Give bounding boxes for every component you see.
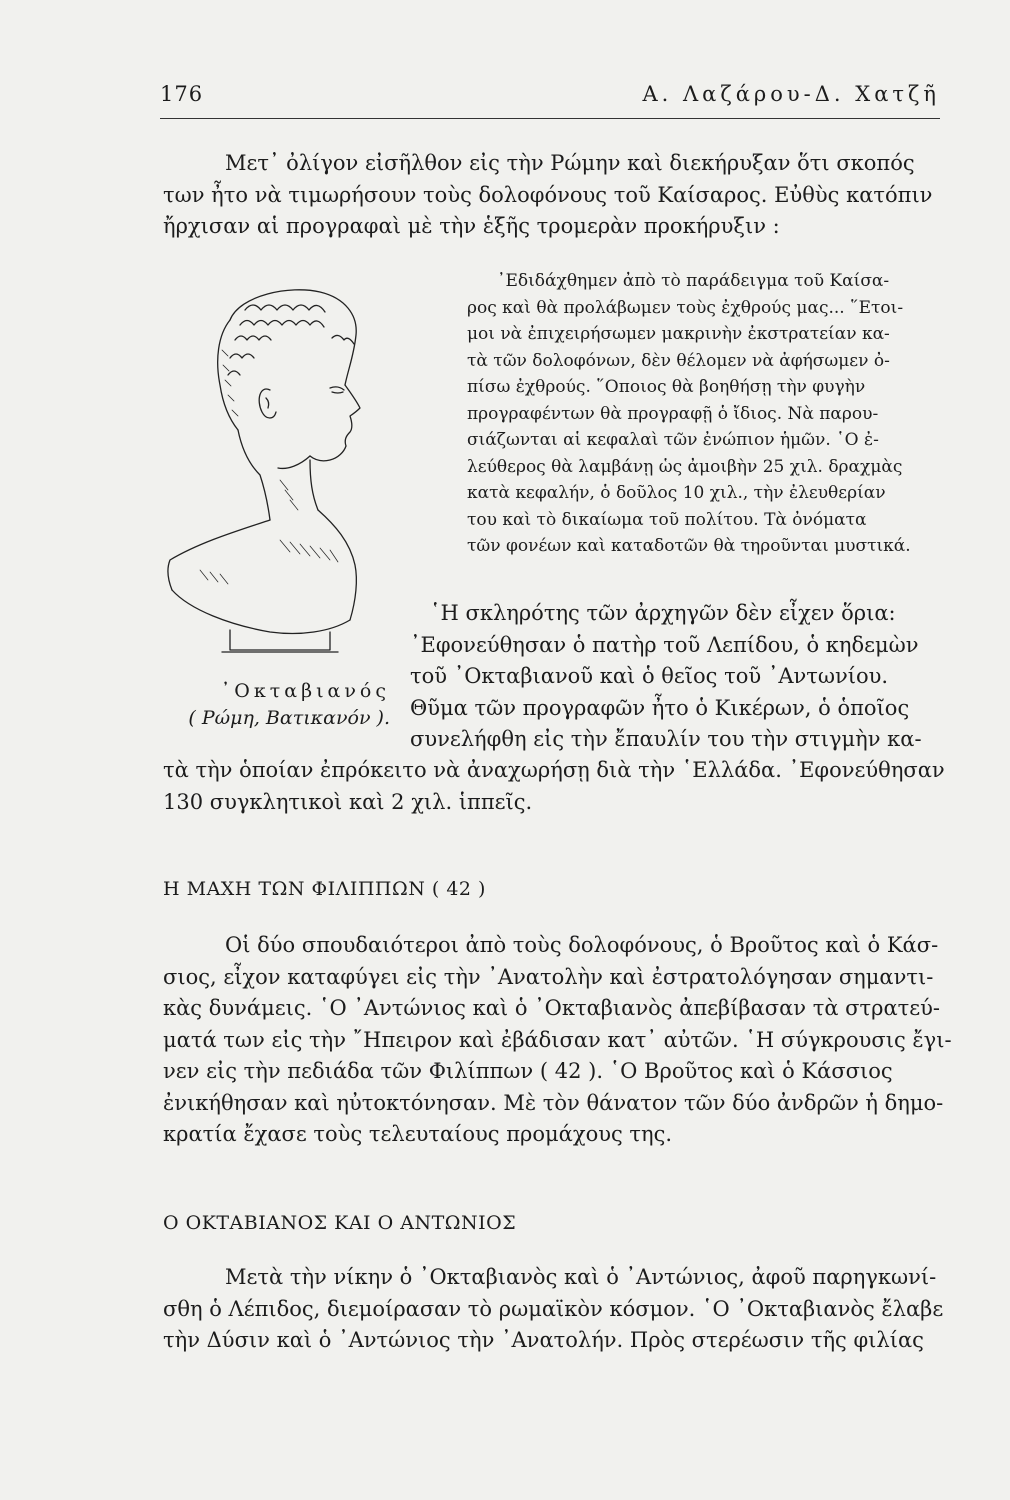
text-line: κὰς δυνάμεις. ῾Ο ᾽Αντώνιος καὶ ὁ ᾽Οκταβιανὸς ἀπεβίβασαν τὰ στρατεύ- [163,996,941,1020]
quote-line: πίσω ἐχθρούς. ῞Οποιος θὰ βοηθήσῃ τὴν φυγὴν [467,377,866,397]
text-line: ματά των εἰς τὴν ῎Ηπειρον καὶ ἐβάδισαν κατ᾽ αὐτῶν. ῾Η σύγκρουσις ἔγι- [163,1027,952,1052]
section-heading-philippi: Η ΜΑΧΗ ΤΩΝ ΦΙΛΙΠΠΩΝ ( 42 ) [163,878,486,900]
running-head: Α. Λαζάρου-Δ. Χατζῆ [642,82,940,106]
text-line: κρατία ἔχασε τοὺς τελευταίους προμάχους της. [163,1122,673,1146]
text-line: τοῦ ᾽Οκταβιανοῦ καὶ ὁ θεῖος τοῦ ᾽Αντωνίου. [410,664,889,688]
caption-name: ᾽Οκταβιανός [220,680,390,702]
text-line: Θῦμα τῶν προγραφῶν ἦτο ὁ Κικέρων, ὁ ὁποῖος [410,695,910,720]
paragraph-octavian-antony [163,1262,944,1357]
proclamation-quote [467,268,937,560]
quote-line: κατὰ κεφαλήν, ὁ δοῦλος 10 χιλ., τὴν ἐλευθερίαν [467,483,886,503]
quote-line: μοι νὰ ἐπιχειρήσωμεν μακρινὴν ἐκστρατείαν κα- [467,324,890,344]
paragraph-cruelty-right [410,598,938,756]
section-heading-octavian-antony: Ο ΟΚΤΑΒΙΑΝΟΣ ΚΑΙ Ο ΑΝΤΩΝΙΟΣ [163,1212,517,1234]
page-header [160,78,940,118]
paragraph-cruelty-full [163,755,945,818]
text-line: Οἱ δύο σπουδαιότεροι ἀπὸ τοὺς δολοφόνους, ὁ Βροῦτος καὶ ὁ Κάσ- [225,933,939,957]
caption-place: ( Ρώμη, Βατικανόν ). [188,707,390,729]
text-line: 130 συγκλητικοὶ καὶ 2 χιλ. ἱππεῖς. [163,789,533,814]
text-line: των ἦτο νὰ τιμωρήσουν τοὺς δολοφόνους τοῦ Καίσαρος. Εὐθὺς κατόπιν [163,182,933,207]
quote-line: του καὶ τὸ δικαίωμα τοῦ πολίτου. Τὰ ὀνόματα [467,509,867,530]
text-line: τὰ τὴν ὁποίαν ἐπρόκειτο νὰ ἀναχωρήσῃ διὰ τὴν ῾Ελλάδα. ᾽Εφονεύθησαν [163,758,945,782]
text-line: σιος, εἶχον καταφύγει εἰς τὴν ᾽Ανατολὴν καὶ ἐστρατολόγησαν σημαντι- [163,964,934,989]
quote-line: λεύθερος θὰ λαμβάνῃ ὡς ἀμοιβὴν 25 χιλ. δραχμὰς [467,456,903,477]
octavian-bust-illustration [160,280,400,670]
quote-line: ρος καὶ θὰ προλάβωμεν τοὺς ἐχθρούς μας... ῞Ετοι- [467,297,904,318]
text-line: σθη ὁ Λέπιδος, διεμοίρασαν τὸ ρωμαϊκὸν κόσμον. ῾Ο ᾽Οκταβιανὸς ἔλαβε [163,1296,944,1321]
quote-line: τὰ τῶν δολοφόνων, δὲν θέλομεν νὰ ἀφήσωμεν ὀ- [467,350,890,371]
header-rule [160,118,940,119]
text-line: νεν εἰς τὴν πεδιάδα τῶν Φιλίππων ( 42 ). ῾Ο Βροῦτος καὶ ὁ Κάσσιος [163,1059,893,1083]
text-line: ἤρχισαν αἱ προγραφαὶ μὲ τὴν ἑξῆς τρομερὰν προκήρυξιν : [163,214,780,238]
paragraph-philippi [163,930,952,1151]
quote-line: σιάζωνται αἱ κεφαλαὶ τῶν ἐνώπιον ἡμῶν. ῾Ο ἐ- [467,430,879,450]
text-line: ἐνικήθησαν καὶ ηὐτοκτόνησαν. Μὲ τὸν θάνατον τῶν δύο ἀνδρῶν ἡ δημο- [163,1090,944,1115]
quote-line: προγραφέντων θὰ προγραφῇ ὁ ἴδιος. Νὰ παρου- [467,403,879,424]
illustration-caption [160,678,390,732]
text-line: Μετὰ τὴν νίκην ὁ ᾽Οκταβιανὸς καὶ ὁ ᾽Αντώνιος, ἀφοῦ παρηγκωνί- [225,1265,937,1289]
text-line: Μετ᾽ ὀλίγον εἰσῆλθον εἰς τὴν Ρώμην καὶ διεκήρυξαν ὅτι σκοπός [225,151,915,175]
text-line: συνελήφθη εἰς τὴν ἔπαυλίν του τὴν στιγμὴν κα- [410,727,922,751]
page-number: 176 [160,82,204,106]
text-line: ῾Η σκληρότης τῶν ἀρχηγῶν δὲν εἶχεν ὅρια: [430,601,896,625]
text-line: τὴν Δύσιν καὶ ὁ ᾽Αντώνιος τὴν ᾽Ανατολήν. Πρὸς στερέωσιν τῆς φιλίας [163,1328,924,1352]
quote-line: τῶν φονέων καὶ καταδοτῶν θὰ τηροῦνται μυστικά. [467,536,911,556]
text-line: ᾽Εφονεύθησαν ὁ πατὴρ τοῦ Λεπίδου, ὁ κηδεμὼν [410,632,919,657]
intro-paragraph [163,148,938,243]
quote-line: ᾽Εδιδάχθημεν ἀπὸ τὸ παράδειγμα τοῦ Καίσα- [497,271,890,291]
